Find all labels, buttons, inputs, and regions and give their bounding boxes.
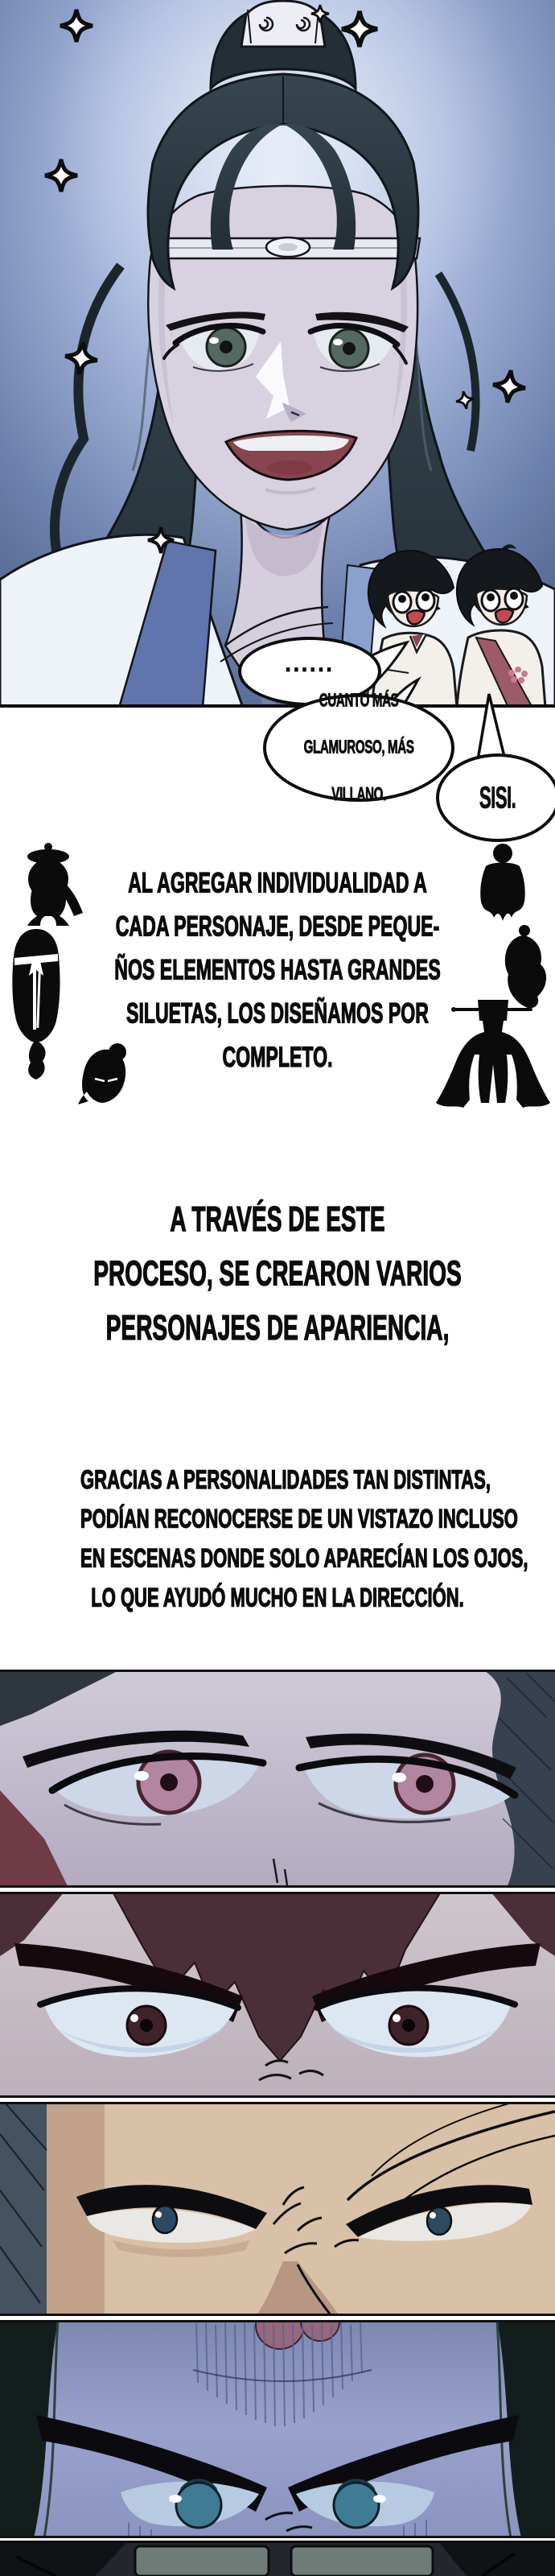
- text-line: PERSONAJES DE APARIENCIA,: [105, 1307, 450, 1348]
- text-line: SILUETAS, LOS DISEÑAMOS POR: [126, 997, 429, 1030]
- text-line: EN ESCENAS DONDE SOLO APARECÍAN LOS OJOS,: [80, 1542, 528, 1573]
- silver-circlet: [150, 237, 420, 258]
- text-line: COMPLETO.: [222, 1041, 333, 1074]
- bubble-text: CUANTO MÁS: [319, 690, 399, 712]
- eye-panel-4: [0, 2320, 555, 2538]
- text-line: AL AGREGAR INDIVIDUALIDAD A: [128, 867, 427, 899]
- eye-panel-2: [0, 1892, 555, 2098]
- illustration-panel: [0, 0, 555, 708]
- maiden-ribbon-silhouette-icon: [10, 926, 63, 1080]
- crown-ornament-icon: [241, 1, 325, 47]
- text-line: CADA PERSONAJE, DESDE PEQUE-: [115, 910, 440, 943]
- speech-bubble-sisi: [436, 753, 555, 842]
- text-line: PROCESO, SE CREARON VARIOS: [93, 1253, 462, 1293]
- bubble-text: GLAMUROSO, MÁS: [303, 737, 414, 758]
- text-line: PODÍAN RECONOCERSE DE UN VISTAZO INCLUSO: [80, 1504, 518, 1534]
- eye-panel-3: [0, 2102, 555, 2316]
- text-line: LO QUE AYUDÓ MUCHO EN LA DIRECCIÓN.: [91, 1582, 464, 1612]
- protagonist-portrait: [0, 0, 555, 708]
- bubble-tail: [471, 689, 512, 763]
- eye-panel-1: [0, 1670, 555, 1888]
- text-line: A TRAVÉS DE ESTE: [170, 1199, 385, 1239]
- cloaked-figure-silhouette-icon: [476, 842, 529, 923]
- emperor-robe-silhouette-icon: [433, 997, 553, 1111]
- bubble-text: ......: [285, 650, 335, 677]
- paragraph-process: [92, 1191, 463, 1355]
- lantern-chibi-silhouette-icon: [16, 842, 84, 926]
- text-line: ÑOS ELEMENTOS HASTA GRANDES: [114, 954, 441, 986]
- bubble-text: SISI.: [479, 779, 516, 815]
- text-line: GRACIAS A PERSONALIDADES TAN DISTINTAS,: [80, 1464, 491, 1495]
- paragraph-recognition: [80, 1460, 528, 1617]
- bubble-text: VILLANO.: [331, 783, 386, 805]
- speech-bubble-glamour: [263, 690, 454, 805]
- eye-panel-5: [0, 2541, 555, 2576]
- bun-head-silhouette-icon: [77, 1042, 134, 1106]
- paragraph-design: [88, 861, 466, 1079]
